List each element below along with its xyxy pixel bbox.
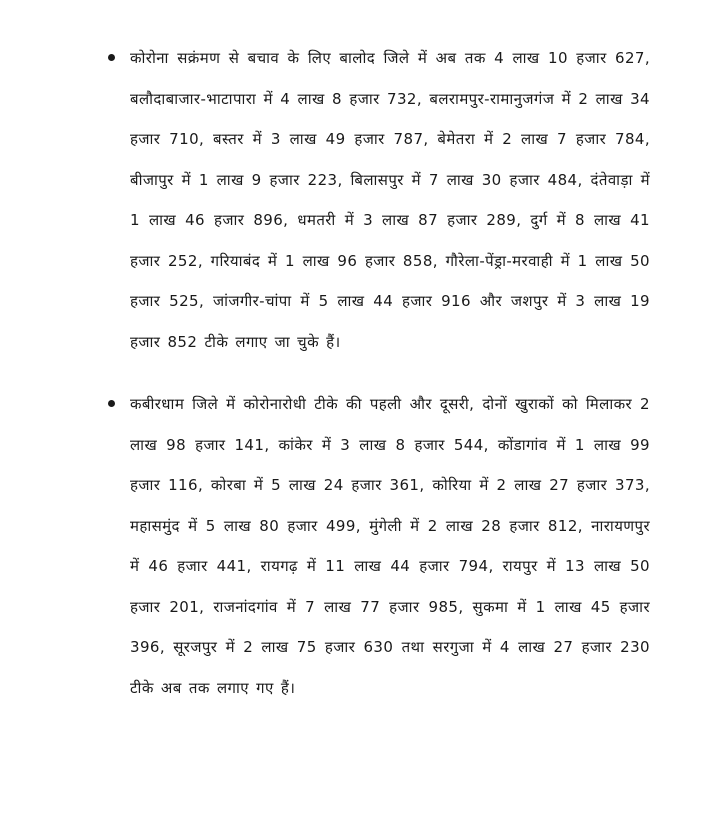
bullet-item-1 xyxy=(104,38,650,362)
bullet-text-2: कबीरधाम जिले में कोरोनारोधी टीके की पहली और दूसरी, दोनों खुराकों को मिलाकर 2 लाख 98 हजार 141, कांकेर में 3 लाख 8 हजार 544, कोंडागांव में 1 लाख 99 हजार 116, कोरबा में 5 लाख 24 हजार 361, कोरिया में 2 लाख 27 हजार 373, महासमुंद में 5 लाख 80 हजार 499, मुंगेली में 2 लाख 28 हजार 812, नारायणपुर में 46 हजार 441, रायगढ़ में 11 लाख 44 हजार 794, रायपुर में 13 लाख 50 हजार 201, राजनांदगांव में 7 लाख 77 हजार 985, सुकमा में 1 लाख 45 हजार 396, सूरजपुर में 2 लाख 75 हजार 630 तथा सरगुजा में 4 लाख 27 हजार 230 टीके अब तक लगाए गए हैं। xyxy=(130,395,650,697)
bullet-item-2 xyxy=(104,384,650,708)
bullet-dot-icon xyxy=(108,400,115,407)
bullet-text-1: कोरोना सक्रंमण से बचाव के लिए बालोद जिले में अब तक 4 लाख 10 हजार 627, बलौदाबाजार-भाटापारा में 4 लाख 8 हजार 732, बलरामपुर-रामानुजगंज में 2 लाख 34 हजार 710, बस्तर में 3 लाख 49 हजार 787, बेमेतरा में 2 लाख 7 हजार 784, बीजापुर में 1 लाख 9 हजार 223, बिलासपुर में 7 लाख 30 हजार 484, दंतेवाड़ा में 1 लाख 46 हजार 896, धमतरी में 3 लाख 87 हजार 289, दुर्ग में 8 लाख 41 हजार 252, गरियाबंद में 1 लाख 96 हजार 858, गौरेला-पेंड्रा-मरवाही में 1 लाख 50 हजार 525, जांजगीर-चांपा में 5 लाख 44 हजार 916 और जशपुर में 3 लाख 19 हजार 852 टीके लगाए जा चुके हैं। xyxy=(130,49,650,351)
bullet-dot-icon xyxy=(108,54,115,61)
bullet-list xyxy=(104,38,650,708)
